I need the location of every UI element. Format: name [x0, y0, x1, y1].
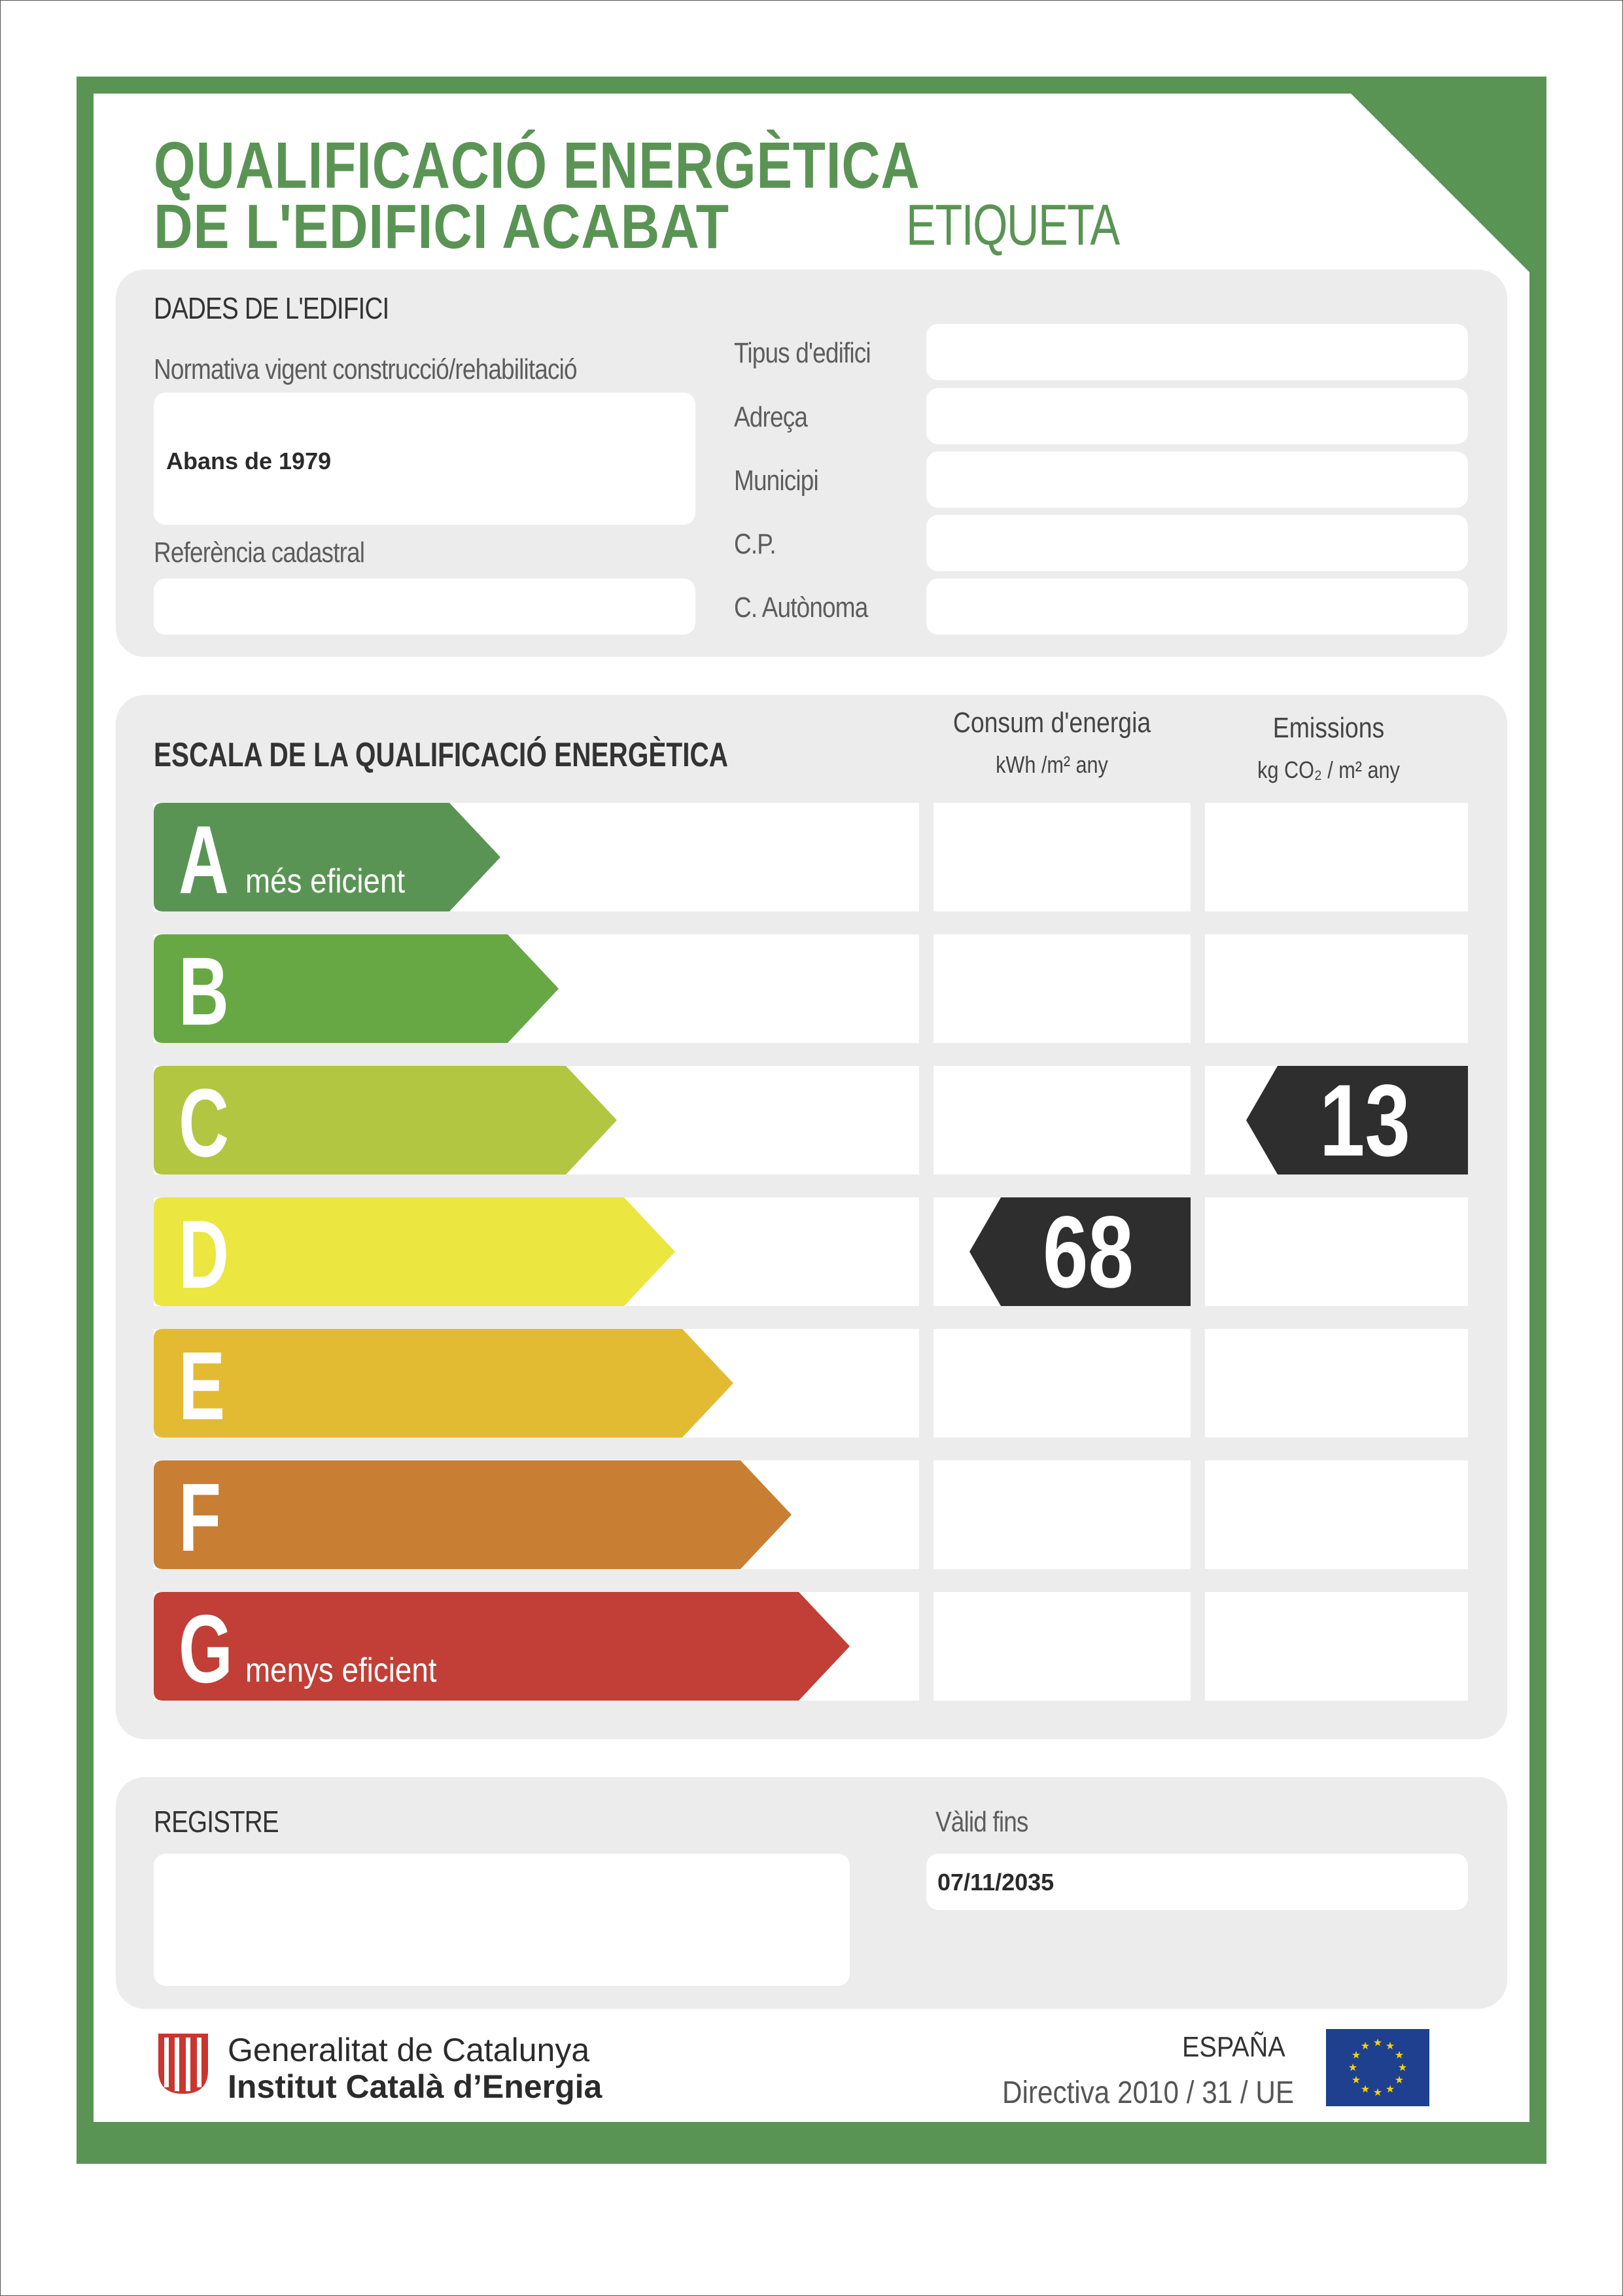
valid-until-label: Vàlid fins	[935, 1806, 1028, 1838]
eu-flag-icon	[1326, 2029, 1429, 2106]
svg-text:★: ★	[1385, 2040, 1395, 2053]
label-type: ETIQUETA	[906, 192, 1119, 257]
emissions-unit: kg CO₂ / m² any	[1257, 756, 1400, 783]
regulation-label: Normativa vigent construcció/rehabilitació	[154, 353, 577, 385]
building-field-input[interactable]	[926, 578, 1468, 635]
emissions-cell	[1205, 1329, 1468, 1438]
svg-text:★: ★	[1360, 2040, 1370, 2053]
building-field-label: C. Autònoma	[734, 592, 868, 624]
svg-text:★: ★	[1348, 2061, 1358, 2074]
cadastral-label: Referència cadastral	[154, 537, 365, 569]
energy-rating-marker	[969, 1195, 1191, 1309]
rating-arrow-d	[154, 1197, 675, 1309]
building-field-input[interactable]	[926, 324, 1468, 380]
svg-text:★: ★	[1360, 2082, 1370, 2095]
cadastral-field[interactable]	[154, 578, 695, 635]
emissions-rating-marker-value: 13	[1319, 1064, 1410, 1178]
rating-letter: B	[179, 938, 229, 1046]
org-name: Generalitat de Catalunya	[228, 2032, 590, 2068]
title-line-2: DE L'EDIFICI ACABAT	[154, 192, 729, 262]
building-field-label: Tipus d'edifici	[734, 337, 871, 369]
title-line-1: QUALIFICACIÓ ENERGÈTICA	[154, 129, 920, 202]
rating-arrow-b	[154, 934, 559, 1046]
rating-caption: menys eficient	[245, 1651, 437, 1689]
rating-letter: D	[179, 1201, 229, 1309]
emissions-cell	[1205, 1197, 1468, 1306]
regulation-value: Abans de 1979	[166, 448, 332, 474]
energy-cell	[934, 803, 1191, 911]
rating-arrow-c	[154, 1066, 617, 1177]
emissions-cell	[1205, 1460, 1468, 1569]
rating-letter: E	[179, 1332, 226, 1440]
scale-title: ESCALA DE LA QUALIFICACIÓ ENERGÈTICA	[154, 736, 729, 774]
generalitat-stripes-icon	[156, 2031, 211, 2096]
svg-text:★: ★	[1385, 2082, 1395, 2095]
country-label: ESPAÑA	[1182, 2031, 1285, 2063]
building-field-label: Municipi	[734, 465, 818, 497]
energy-cell	[934, 1460, 1191, 1569]
rating-letter: G	[179, 1595, 233, 1703]
svg-text:★: ★	[1351, 2049, 1361, 2061]
energy-cell	[934, 934, 1191, 1043]
building-field-input[interactable]	[926, 515, 1468, 571]
emissions-cell	[1205, 803, 1468, 911]
rating-arrow-a	[154, 803, 500, 914]
energy-cell	[934, 1066, 1191, 1174]
emissions-cell	[1205, 934, 1468, 1043]
svg-text:★: ★	[1394, 2049, 1405, 2061]
rating-letter: C	[179, 1069, 229, 1177]
energy-cell	[934, 1592, 1191, 1701]
svg-text:★: ★	[1394, 2074, 1405, 2086]
building-field-input[interactable]	[926, 388, 1468, 444]
svg-text:★: ★	[1372, 2036, 1383, 2049]
emissions-rating-marker	[1246, 1064, 1468, 1178]
directive-label: Directiva 2010 / 31 / UE	[1002, 2075, 1295, 2110]
emissions-cell	[1205, 1592, 1468, 1701]
rating-arrow-f	[154, 1460, 792, 1572]
emissions-header: Emissions	[1272, 712, 1385, 744]
rating-caption: més eficient	[245, 862, 406, 900]
registry-field[interactable]	[154, 1854, 850, 1986]
rating-letter: A	[179, 806, 229, 914]
building-field-input[interactable]	[926, 451, 1468, 508]
energy-header: Consum d'energia	[952, 707, 1151, 739]
svg-text:★: ★	[1397, 2061, 1408, 2074]
rating-arrow-g	[154, 1592, 850, 1701]
institute-name: Institut Català d’Energia	[228, 2068, 602, 2105]
valid-until-value: 07/11/2035	[937, 1869, 1055, 1896]
rating-arrow-e	[154, 1329, 733, 1438]
svg-text:★: ★	[1351, 2074, 1361, 2086]
registry-label: REGISTRE	[154, 1805, 279, 1839]
rating-letter: F	[179, 1464, 222, 1572]
energy-unit: kWh /m² any	[996, 751, 1108, 778]
building-section-title: DADES DE L'EDIFICI	[154, 291, 389, 325]
building-field-label: C.P.	[734, 528, 776, 560]
svg-text:★: ★	[1372, 2086, 1383, 2098]
energy-rating-marker-value: 68	[1043, 1195, 1134, 1309]
energy-cell	[934, 1329, 1191, 1438]
building-field-label: Adreça	[734, 401, 808, 433]
